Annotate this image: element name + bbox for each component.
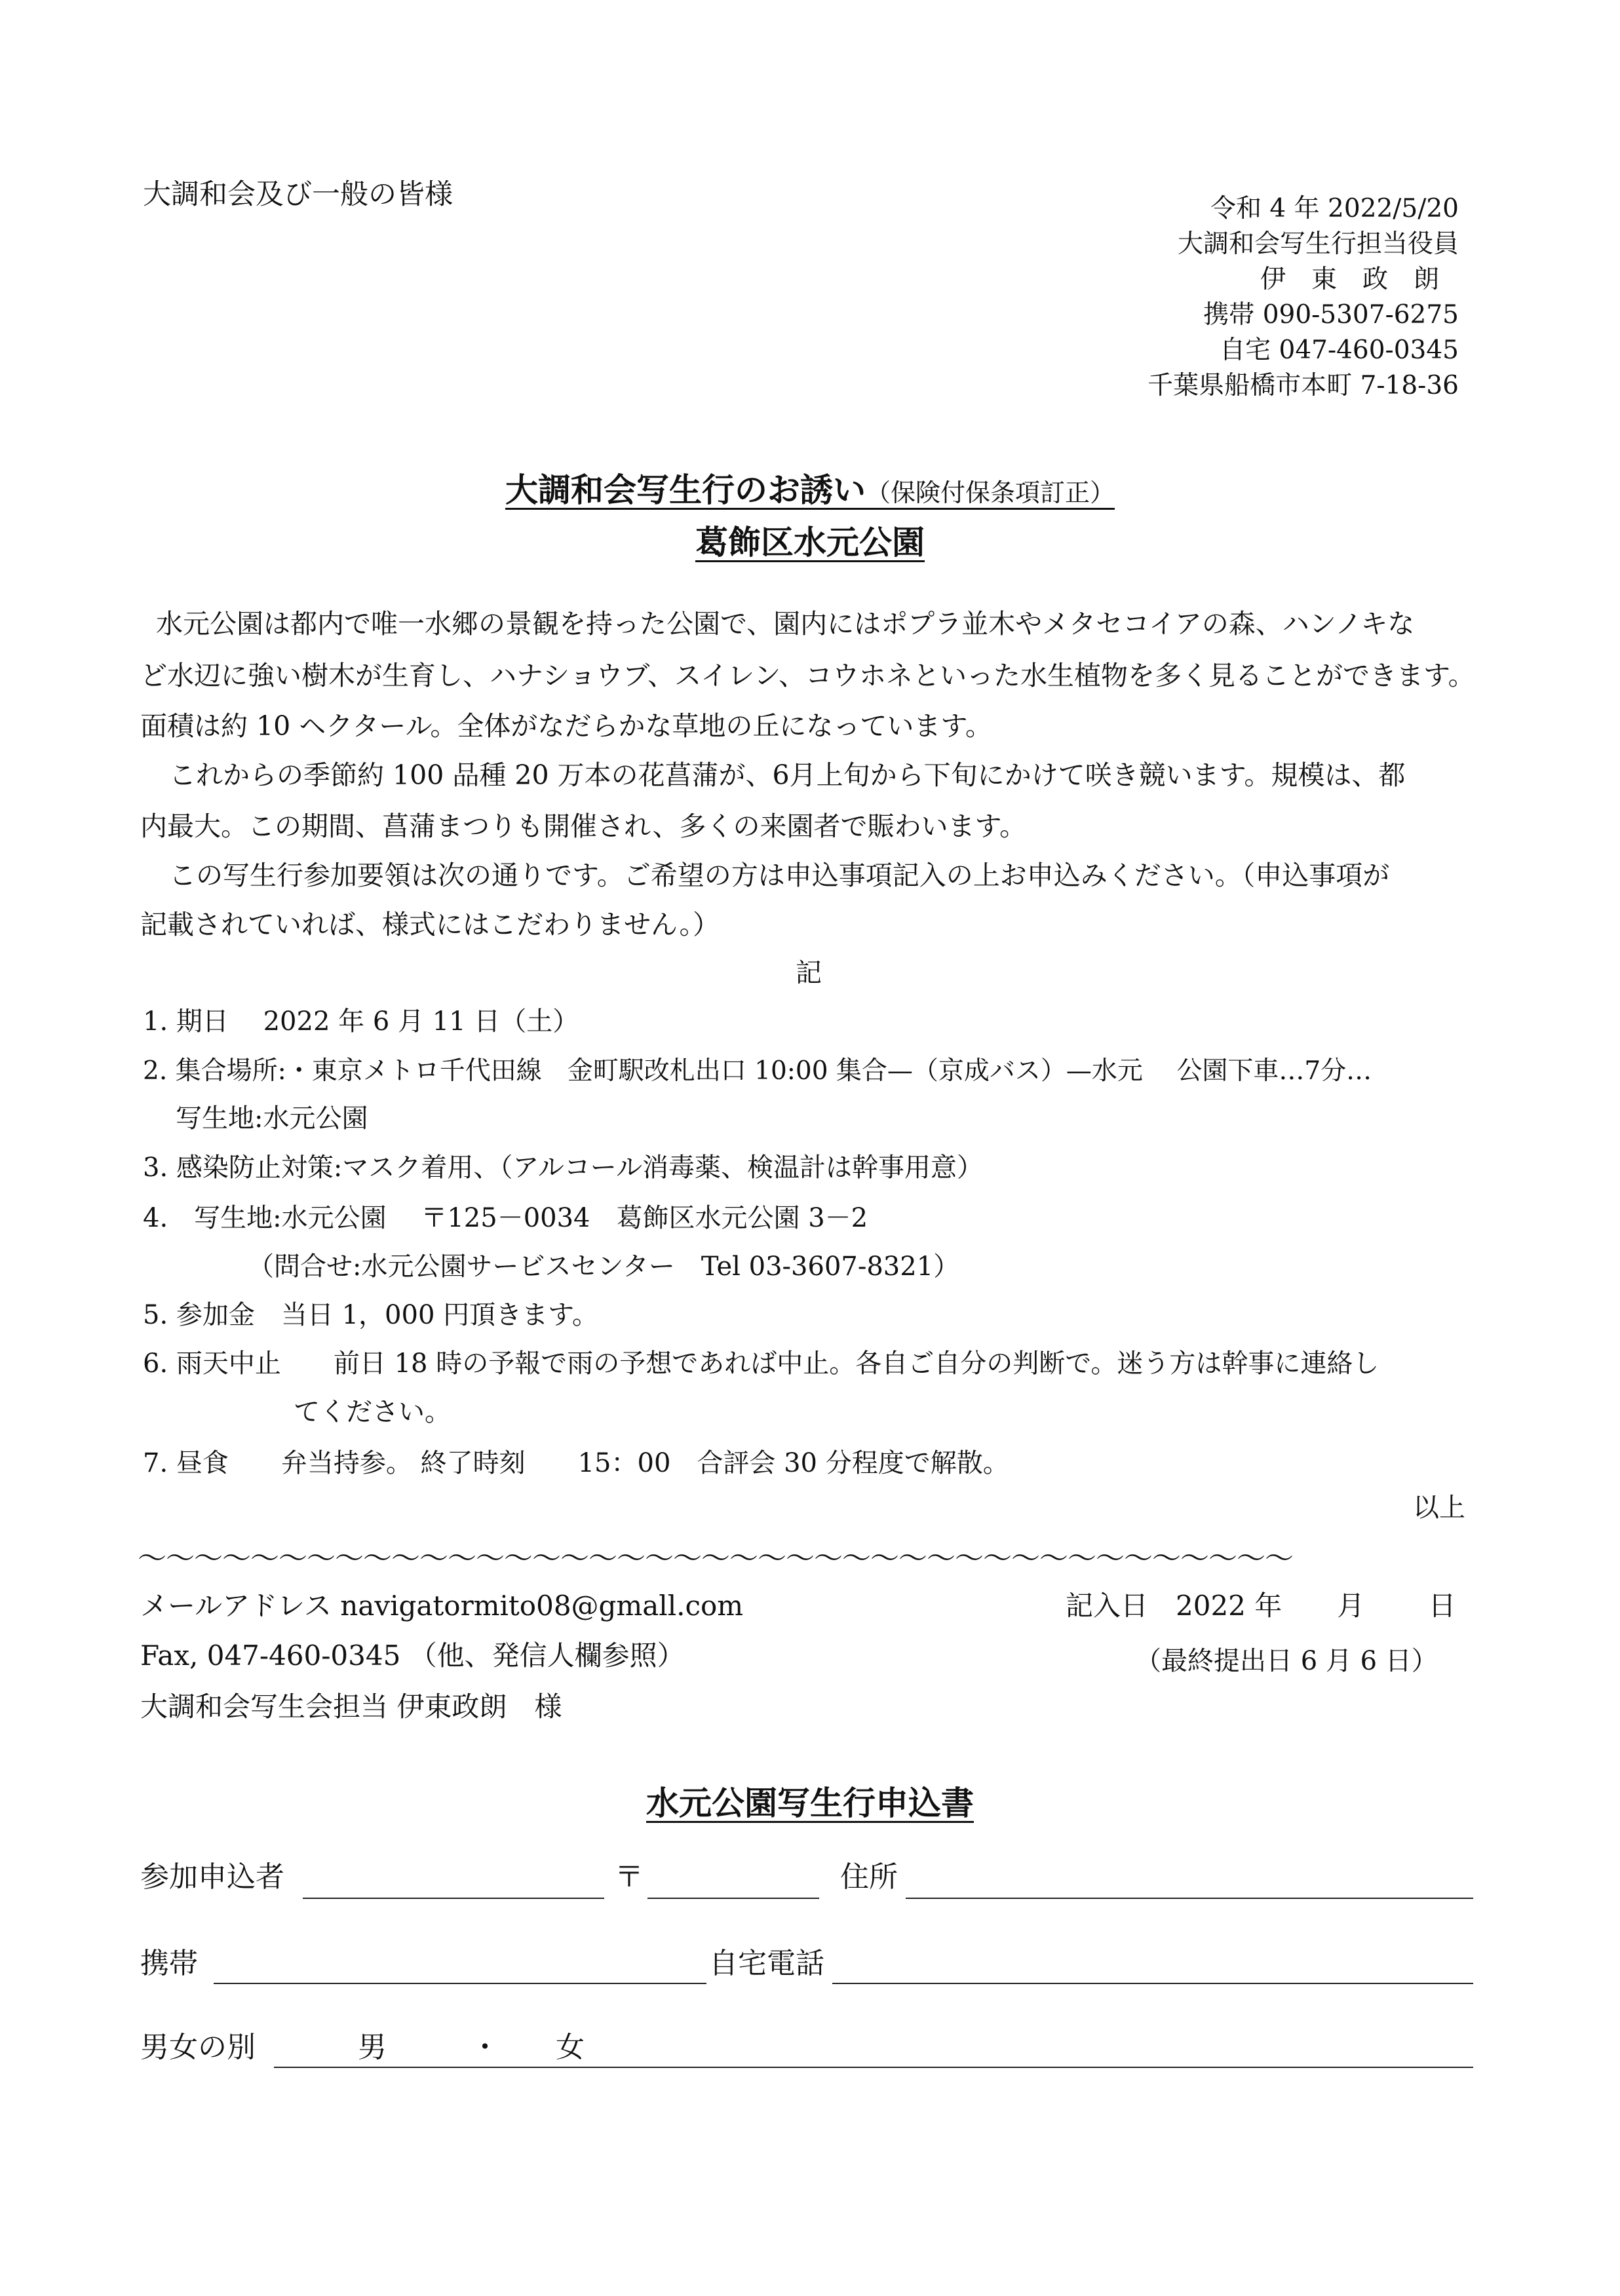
ijou-label: 以上	[1413, 1493, 1465, 1523]
address-label: 住所	[840, 1860, 898, 1894]
item-inquiry: （問合せ:水元公園サービスセンター Tel 03-3607-8321）	[248, 1252, 960, 1282]
gender-field	[274, 2067, 1473, 2068]
intro-line: これからの季節約 100 品種 20 万本の花菖蒲が、6月上旬から下旬にかけて咲き競います。規模は、都	[169, 759, 1406, 791]
mobile-field[interactable]	[214, 1983, 706, 1984]
ki-label: 記	[796, 958, 822, 988]
item-lunch: 7. 昼食 弁当持参。 終了時刻 15：00 合評会 30 分程度で解散。	[143, 1448, 1009, 1478]
intro-line: 面積は約 10 ヘクタール。全体がなだらかな草地の丘になっています。	[140, 710, 993, 742]
postal-field[interactable]	[647, 1898, 819, 1899]
mobile-label: 携帯	[140, 1947, 198, 1980]
deadline: （最終提出日 6 月 6 日）	[1135, 1646, 1438, 1676]
intro-line: 水元公園は都内で唯一水郷の景観を持った公園で、園内にはポプラ並木やメタセコイアの森、ハンノキな	[156, 608, 1415, 640]
gender-separator: ・	[471, 2031, 499, 2064]
applicant-field[interactable]	[303, 1898, 604, 1899]
item-infection: 3. 感染防止対策:マスク着用、（アルコール消毒薬、検温計は幹事用意）	[143, 1153, 983, 1183]
sender-role: 大調和会写生行担当役員	[1177, 229, 1459, 259]
form-title: 水元公園写生行申込書	[646, 1784, 974, 1822]
contact-fax: Fax, 047-460-0345 （他、発信人欄参照）	[140, 1639, 685, 1672]
gender-female-option[interactable]: 女	[556, 2031, 585, 2064]
gender-label: 男女の別	[140, 2031, 256, 2064]
gender-male-option[interactable]: 男	[358, 2031, 387, 2064]
title-block	[0, 464, 1620, 511]
title-note: （保険付保条項訂正）	[865, 478, 1115, 507]
subtitle-block	[0, 516, 1620, 564]
form-title-block	[0, 1777, 1620, 1824]
applicant-label: 参加申込者	[140, 1860, 284, 1894]
item-rain: 6. 雨天中止 前日 18 時の予報で雨の予想であれば中止。各自ご自分の判断で。迷う方は幹事に連絡し	[143, 1349, 1379, 1379]
sender-block	[1000, 191, 1459, 404]
item-meeting: 2. 集合場所:・東京メトロ千代田線 金町駅改札出口 10:00 集合—（京成バス）—水元 公園下車…7分…	[143, 1056, 1372, 1086]
wave-divider: ～～～～～～～～～～～～～～～～～～～～～～～～～～～～～～～～～～～～～～～～～	[138, 1542, 1293, 1575]
home-phone-field[interactable]	[832, 1983, 1473, 1984]
item-date: 1. 期日 2022 年 6 月 11 日（土）	[143, 1006, 579, 1037]
page-title: 大調和会写生行のお誘い	[505, 471, 866, 509]
contact-to: 大調和会写生会担当 伊東政朗 様	[140, 1691, 562, 1723]
page-subtitle: 葛飾区水元公園	[695, 524, 925, 562]
sender-name: 伊 東 政 朗	[1260, 265, 1439, 294]
item-site: 4. 写生地:水元公園 〒125－0034 葛飾区水元公園 3－2	[143, 1203, 868, 1233]
item-fee: 5. 参加金 当日 1，000 円頂きます。	[143, 1300, 598, 1330]
entry-date: 記入日 2022 年 月 日	[1066, 1590, 1456, 1622]
intro-line: 内最大。この期間、菖蒲まつりも開催され、多くの来園者で賑わいます。	[140, 811, 1027, 842]
sender-mobile: 携帯 090-5307-6275	[1203, 300, 1459, 330]
item-rain-cont: てください。	[294, 1397, 451, 1427]
sender-date: 令和 4 年 2022/5/20	[1210, 194, 1459, 223]
postal-label: 〒	[615, 1860, 644, 1894]
sender-home: 自宅 047-460-0345	[1220, 335, 1459, 365]
addressee: 大調和会及び一般の皆様	[143, 178, 453, 211]
address-field[interactable]	[906, 1898, 1473, 1899]
intro-line: ど水辺に強い樹木が生育し、ハナショウブ、スイレン、コウホネといった水生植物を多く見ることができます。	[140, 660, 1475, 691]
home-phone-label: 自宅電話	[709, 1947, 824, 1980]
sender-address: 千葉県船橋市本町 7-18-36	[1148, 371, 1459, 400]
intro-line: この写生行参加要領は次の通りです。ご希望の方は申込事項記入の上お申込みください。（申込事項が	[169, 860, 1390, 891]
contact-mail: メールアドレス navigatormito08@gmall.com	[140, 1590, 744, 1622]
intro-line: 記載されていれば、様式にはこだわりません。）	[140, 909, 720, 940]
item-meeting-site: 写生地:水元公園	[176, 1103, 368, 1134]
